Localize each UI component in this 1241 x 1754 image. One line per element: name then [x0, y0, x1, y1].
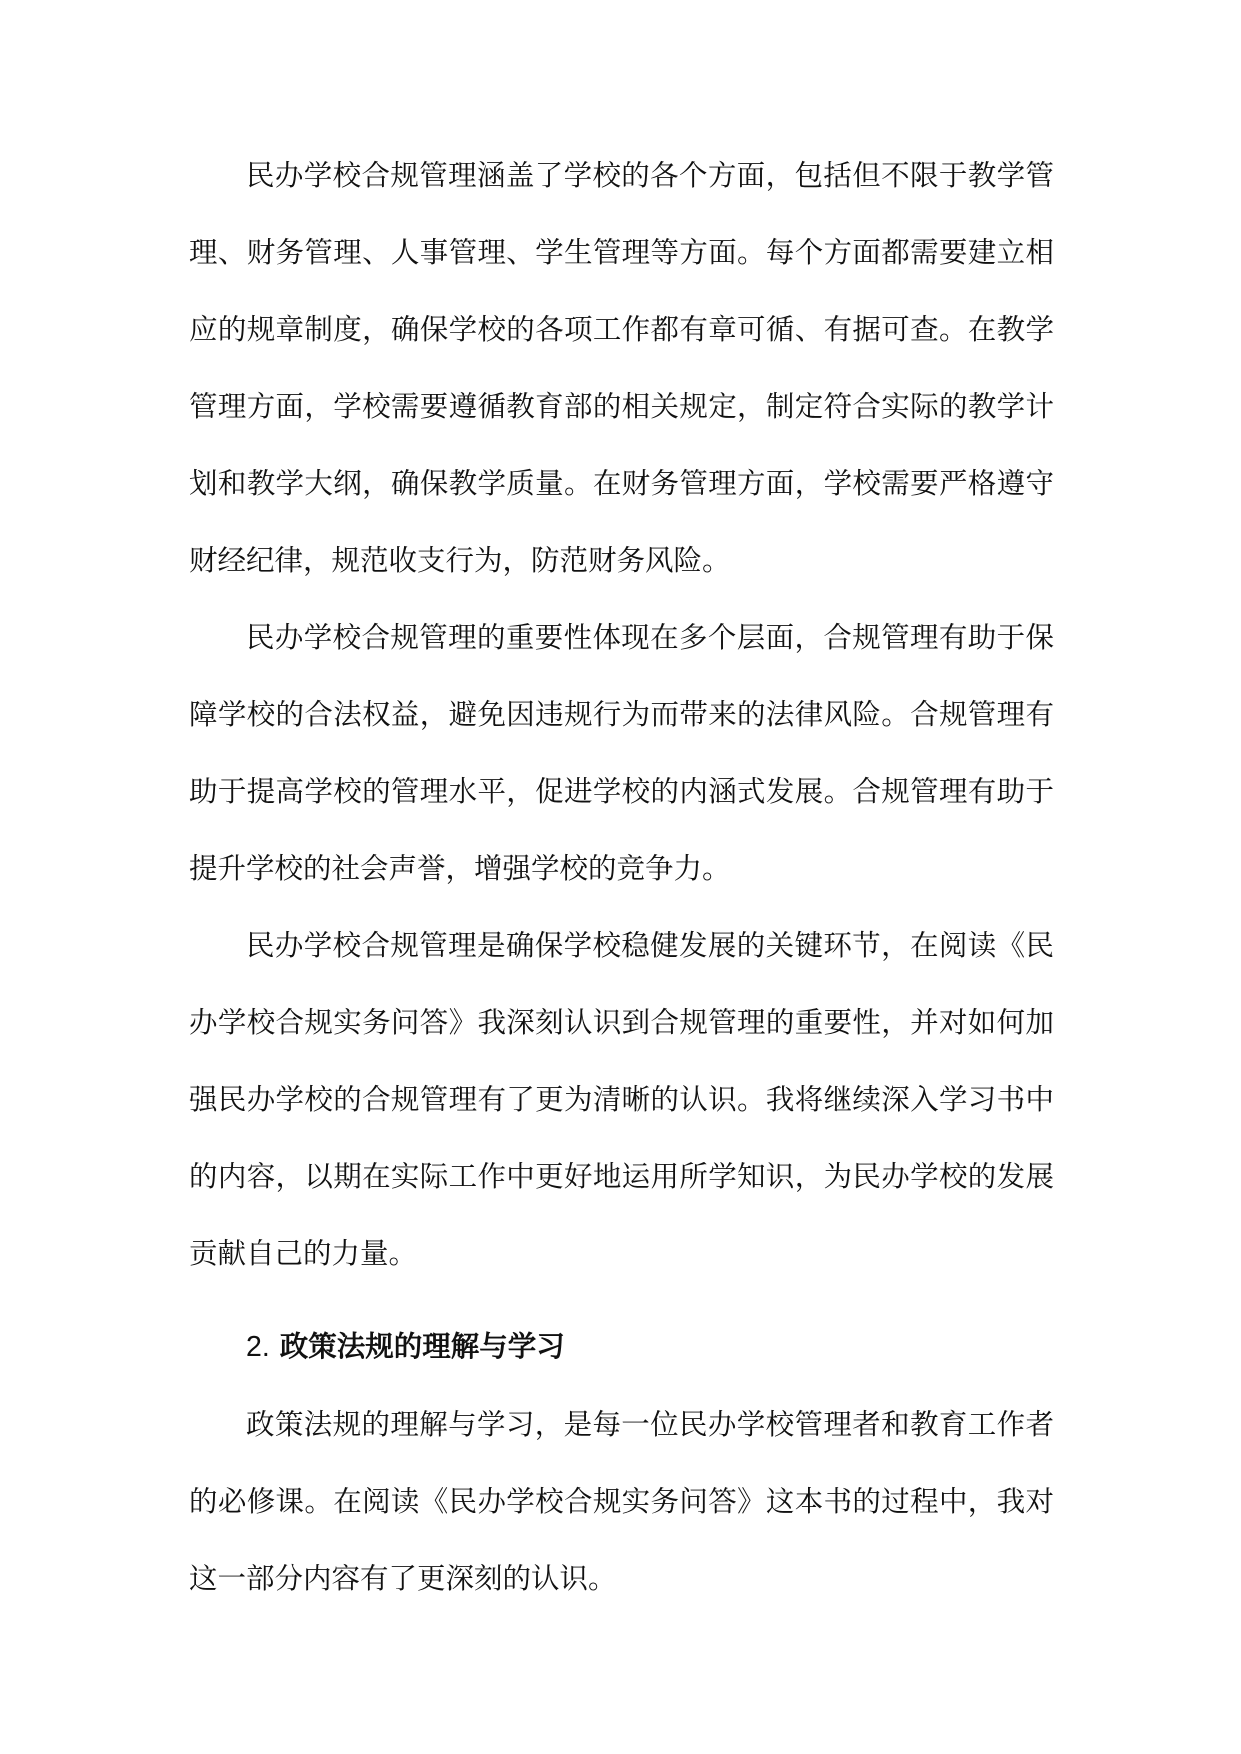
paragraph-policy-study: 政策法规的理解与学习，是每一位民办学校管理者和教育工作者的必修课。在阅读《民办学校合规实务问答》这本书的过程中，我对这一部分内容有了更深刻的认识。	[189, 1408, 1054, 1595]
section-title: 政策法规的理解与学习	[279, 1330, 565, 1363]
section-heading	[189, 1308, 1054, 1386]
document-page	[189, 137, 1054, 1617]
section-number: 2.	[246, 1331, 270, 1363]
paragraph-compliance-importance: 民办学校合规管理的重要性体现在多个层面，合规管理有助于保障学校的合法权益，避免因违规行为而带来的法律风险。合规管理有助于提高学校的管理水平，促进学校的内涵式发展。合规管理有助于提升学校的社会声誉，增强学校的竞争力。	[189, 621, 1054, 885]
paragraph-compliance-scope: 民办学校合规管理涵盖了学校的各个方面，包括但不限于教学管理、财务管理、人事管理、学生管理等方面。每个方面都需要建立相应的规章制度，确保学校的各项工作都有章可循、有据可查。在教学管理方面，学校需要遵循教育部的相关规定，制定符合实际的教学计划和教学大纲，确保教学质量。在财务管理方面，学校需要严格遵守财经纪律，规范收支行为，防范财务风险。	[189, 159, 1054, 577]
paragraph-compliance-conclusion: 民办学校合规管理是确保学校稳健发展的关键环节，在阅读《民办学校合规实务问答》我深刻认识到合规管理的重要性，并对如何加强民办学校的合规管理有了更为清晰的认识。我将继续深入学习书中的内容，以期在实际工作中更好地运用所学知识，为民办学校的发展贡献自己的力量。	[189, 929, 1054, 1270]
